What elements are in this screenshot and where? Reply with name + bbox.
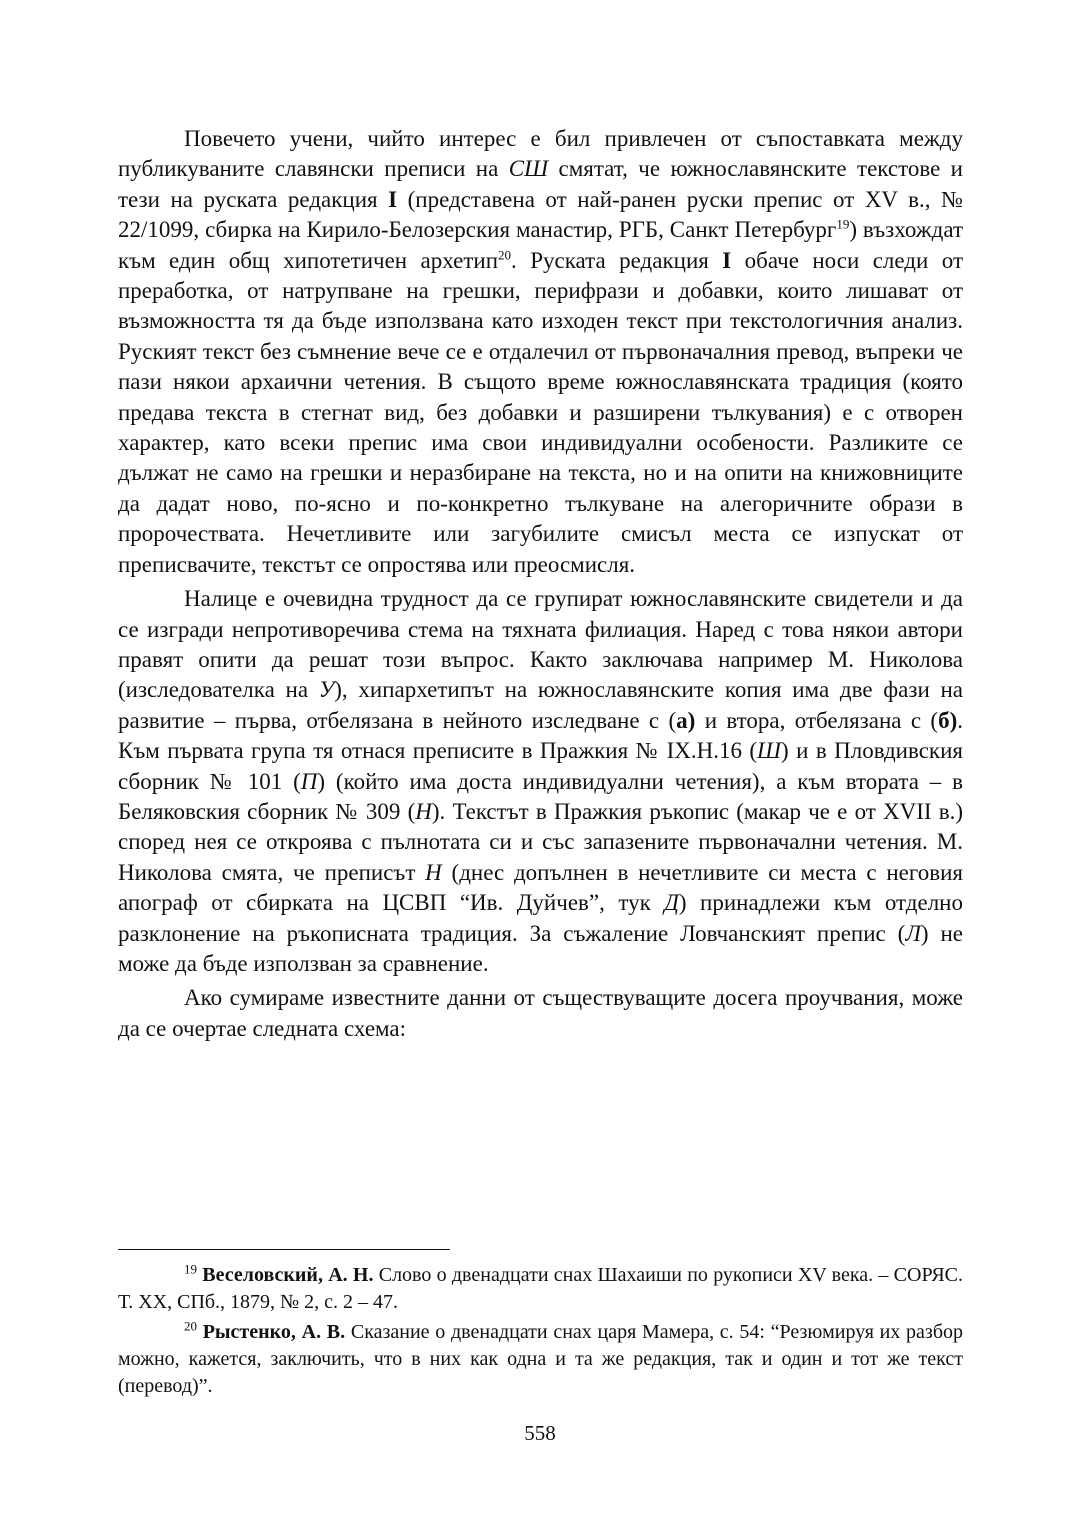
text-run: и втора, отбелязана с (	[695, 707, 939, 733]
text-run: Налице е очевидна трудност да се групират южнославянските свидетели и да се изгради непротиворечива стема на тяхната филиация. Наред с това някои автори правят опити да решат този въпрос. Както заключава например М. Николова (изследователка на	[118, 586, 963, 703]
footnotes	[118, 1262, 963, 1403]
italic-run: Н	[425, 859, 442, 885]
text-run: обаче носи следи от преработка, от натрупване на грешки, перифрази и добавки, които лишават от възможността тя да бъде използвана като изходен текст при текстологичния анализ. Руският текст без съмнение вече се е отдалечил от първоначалния превод, въпреки че пази някои архаични четения. В същото време южнославянската традиция (която предава текста в стегнат вид, без добавки и разширени тълкувания) е с отворен характер, като всеки препис има свои индивидуални особености. Разликите се дължат не само на грешки и неразбиране на текста, но и на опити на книжовниците да дадат ново, по-ясно и по-конкретно тълкуване на алегоричните образи в пророчествата. Нечетливите или загубилите смисъл места се изпускат от преписвачите, текстът се опростява или преосмисля.	[118, 247, 963, 577]
bold-run: а)	[676, 707, 696, 733]
text-run: (представена от най-ранен руски препис от XV в., № 22/1099, сбирка на Кирило-Белозерския манастир, РГБ, Санкт Петербург	[118, 186, 963, 243]
italic-run: П	[300, 768, 318, 794]
bold-run: б)	[938, 707, 958, 733]
bold-run: I	[388, 186, 398, 212]
text-run: . Руската редакция	[511, 247, 723, 273]
italic-run: У	[318, 677, 335, 703]
text-run: Слово о двенадцати снах Шахаиши по рукописи XV века. – СОРЯС. Т. XX, СПб., 1879, № 2, с. 2 – 47.	[118, 1264, 963, 1313]
footnote	[118, 1319, 963, 1400]
paragraph	[118, 983, 963, 1044]
text-run: смятат, че южнославянските текстове и тези на руската редакция	[118, 156, 963, 212]
footnote-ref: 20	[498, 246, 512, 262]
italic-run: СШ	[508, 156, 549, 182]
text-run: ), хипархетипът на южнославянските копия има две фази на развитие – първа, отбелязана в нейното изследване с (	[118, 677, 963, 733]
paragraph	[118, 584, 963, 979]
footnote-ref: 20	[184, 1318, 197, 1334]
text-run: ) възхождат към един общ хипотетичен архетип	[118, 217, 964, 273]
text-run: (днес допълнен в нечетливите си места с неговия апограф от сбирката на ЦСВП “Ив. Дуйчев”, тук	[118, 859, 963, 916]
footnote-ref: 19	[836, 216, 850, 232]
paragraph	[118, 124, 963, 580]
bold-run: Веселовский, А. Н.	[202, 1264, 374, 1286]
italic-run: Л	[905, 920, 921, 946]
text-run: ) принадлежи към отделно разклонение на ръкописната традиция. За съжаление Ловчанският препис (	[118, 890, 963, 946]
text-run: Повечето учени, чийто интерес е бил привлечен от съпоставката между публикуваните славянски преписи на	[118, 126, 963, 182]
footnote-divider	[118, 1249, 450, 1250]
page-number: 558	[524, 1421, 556, 1445]
text-run: ) и в Пловдивския сборник № 101 (	[118, 738, 963, 794]
text-run: Сказание о двенадцати снах царя Мамера, с. 54: “Резюмируя их разбор можно, кажется, заключить, что в них как одна и та же редакция, так и один и тот же текст (перевод)”.	[118, 1321, 963, 1397]
text-run: ). Текстът в Пражкия ръкопис (макар че е от XVII в.) според нея се откроява с пълнотата си и със запазените първоначални четения. М. Николова смята, че преписът	[118, 798, 963, 885]
italic-run: Н	[415, 798, 432, 824]
italic-run: Ш	[757, 738, 782, 764]
text-run: ) не може да бъде използван за сравнение.	[118, 920, 963, 976]
footnote	[118, 1262, 963, 1316]
bold-run: I	[722, 247, 732, 273]
italic-run: Д	[664, 890, 679, 916]
bold-run: Рыстенко, А. В.	[202, 1321, 346, 1343]
body-text	[118, 124, 963, 1048]
text-run: . Към първата група тя отнася преписите в Пражкия № IX.H.16 (	[118, 707, 963, 764]
text-run: ) (който има доста индивидуални четения), а към втората – в Беляковския сборник № 309 (	[118, 768, 963, 824]
text-run: Ако сумираме известните данни от съществуващите досега проучвания, може да се очертае следната схема:	[118, 985, 963, 1041]
footnote-ref: 19	[184, 1261, 197, 1277]
